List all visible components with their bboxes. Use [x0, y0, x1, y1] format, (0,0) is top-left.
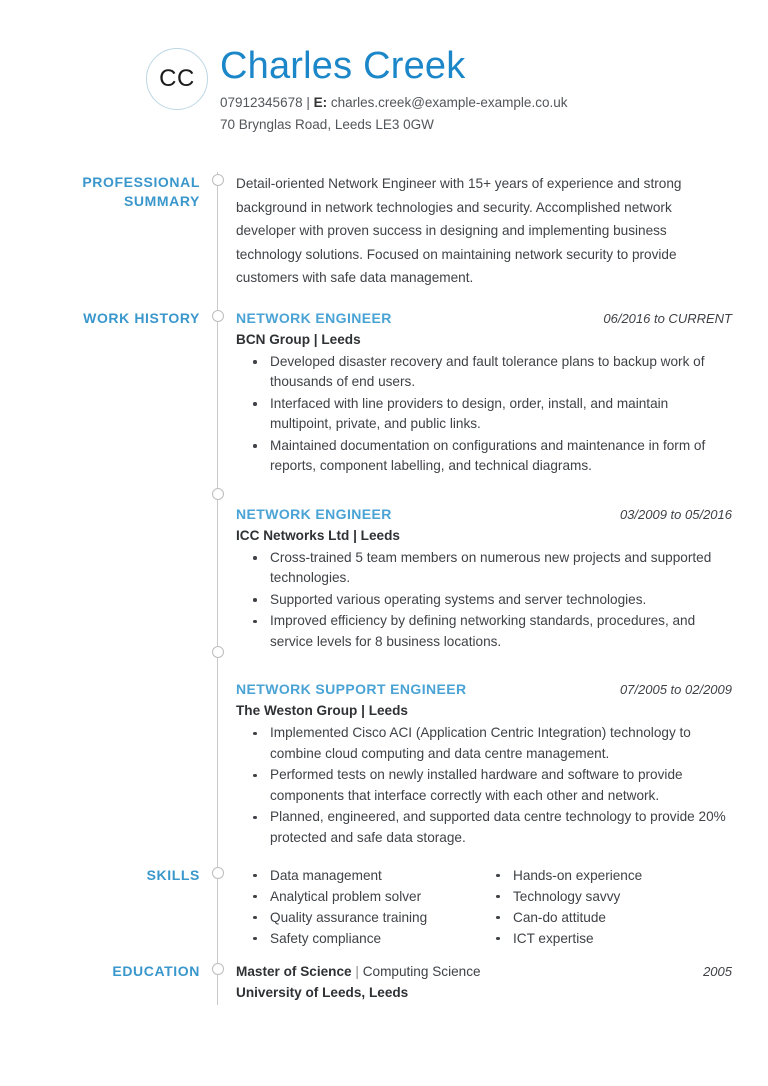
job-title: NETWORK ENGINEER: [236, 309, 392, 326]
job-dates: 07/2005 to 02/2009: [619, 682, 732, 697]
section-content-work-history: [236, 308, 768, 866]
list-item: Implemented Cisco ACI (Application Centric Integration) technology to combine cloud computing and data centre management.: [270, 723, 732, 765]
section-label-professional-summary: [0, 172, 200, 211]
job-company: BCN Group | Leeds: [236, 331, 361, 347]
list-item: Improved efficiency by defining networking standards, procedures, and service levels for 8 business locations.: [270, 611, 732, 653]
timeline-column-work: [200, 308, 236, 866]
list-item: Analytical problem solver: [270, 886, 479, 907]
job-company: ICC Networks Ltd | Leeds: [236, 527, 400, 543]
page-title: Charles Creek: [220, 45, 466, 87]
timeline-column-summary: [200, 172, 236, 308]
education-year: 2005: [703, 964, 732, 979]
timeline-column-education: [200, 961, 236, 1005]
work-entry: [236, 308, 732, 492]
job-dates: 06/2016 to CURRENT: [603, 310, 732, 326]
education-degree: Master of Science: [236, 964, 352, 979]
avatar: [146, 48, 208, 110]
skills-column-left: [236, 865, 479, 949]
skills-column-right: [479, 865, 722, 949]
work-entry-header: [236, 679, 732, 700]
section-label-line-2: SUMMARY: [123, 193, 200, 209]
contact-line-address: [220, 114, 768, 136]
education-separator: |: [355, 964, 359, 979]
list-item: Quality assurance training: [270, 907, 479, 928]
section-label-work-history: WORK HISTORY: [83, 309, 200, 326]
avatar-initials: CC: [159, 65, 195, 92]
skills-list: [479, 865, 722, 949]
section-content-summary: [236, 172, 768, 308]
list-item: Planned, engineered, and supported data centre technology to provide 20% protected and safe data storage.: [270, 807, 732, 849]
skills-columns: [236, 865, 732, 949]
list-item: Performed tests on newly installed hardware and software to provide components that interface correctly with each other and network.: [270, 765, 732, 807]
job-title: NETWORK SUPPORT ENGINEER: [236, 681, 467, 697]
work-entry-header: [236, 308, 732, 329]
list-item: Safety compliance: [270, 928, 479, 949]
job-bullet-list: [236, 548, 732, 654]
section-label-skills: SKILLS: [146, 867, 200, 883]
list-item: Data management: [270, 865, 479, 886]
phone-number: 07912345678: [220, 95, 303, 110]
list-item: Can-do attitude: [513, 907, 722, 928]
list-item: Supported various operating systems and server technologies.: [270, 590, 732, 612]
education-field: Computing Science: [362, 964, 481, 979]
list-item: Cross-trained 5 team members on numerous new projects and supported technologies.: [270, 548, 732, 590]
section-label-line-1: PROFESSIONAL: [82, 174, 200, 190]
timeline-column-skills: [200, 865, 236, 961]
section-label-education: EDUCATION: [112, 963, 200, 979]
skills-list: [236, 865, 479, 949]
job-company: The Weston Group | Leeds: [236, 703, 408, 718]
list-item: Hands-on experience: [513, 865, 722, 886]
timeline-marker-icon: [212, 174, 224, 186]
timeline-marker-icon: [212, 867, 224, 879]
section-skills: [0, 865, 768, 961]
timeline-marker-icon: [212, 963, 224, 975]
job-title: NETWORK ENGINEER: [236, 505, 392, 522]
work-entry-header: [236, 504, 732, 525]
timeline-marker-icon: [212, 488, 224, 500]
work-entry: [236, 667, 732, 863]
section-content-education: [236, 961, 768, 1005]
avatar-container: [146, 44, 220, 110]
list-item: ICT expertise: [513, 928, 722, 949]
postal-address: 70 Brynglas Road, Leeds LE3 0GW: [220, 117, 434, 132]
education-entry-header: [236, 961, 732, 982]
section-work-history: [0, 308, 768, 866]
job-bullet-list: [236, 352, 732, 478]
email-address: charles.creek@example-example.co.uk: [330, 95, 568, 110]
list-item: Developed disaster recovery and fault tolerance plans to backup work of thousands of end users.: [270, 352, 732, 394]
header-text-block: [220, 44, 768, 136]
resume-sections: [0, 172, 768, 1005]
contact-line-primary: [220, 92, 768, 114]
list-item: Technology savvy: [513, 886, 722, 907]
resume-header: [0, 0, 768, 136]
timeline-marker-icon: [212, 310, 224, 322]
education-degree-line: [236, 961, 481, 982]
section-professional-summary: [0, 172, 768, 308]
timeline-line: [217, 172, 218, 308]
list-item: Maintained documentation on configurations and maintenance in form of reports, component labelling, and technical diagrams.: [270, 436, 732, 478]
timeline-marker-icon: [212, 646, 224, 658]
email-label: E:: [313, 95, 328, 110]
work-entry: [236, 492, 732, 668]
section-education: [0, 961, 768, 1005]
list-item: Interfaced with line providers to design, order, install, and maintain multipoint, private, and public links.: [270, 394, 732, 436]
job-dates: 03/2009 to 05/2016: [619, 506, 732, 522]
summary-paragraph: Detail-oriented Network Engineer with 15+ years of experience and strong background in network technologies and security. Accomplished network developer with proven success in designing and implementing business technology solutions. Focused on maintaining network security to provide customers with safe data management.: [236, 176, 682, 285]
timeline-line: [217, 308, 218, 866]
education-school: University of Leeds, Leeds: [236, 985, 409, 1000]
timeline-line: [217, 865, 218, 961]
section-content-skills: [236, 865, 768, 961]
job-bullet-list: [236, 723, 732, 849]
contact-separator: |: [306, 95, 310, 110]
